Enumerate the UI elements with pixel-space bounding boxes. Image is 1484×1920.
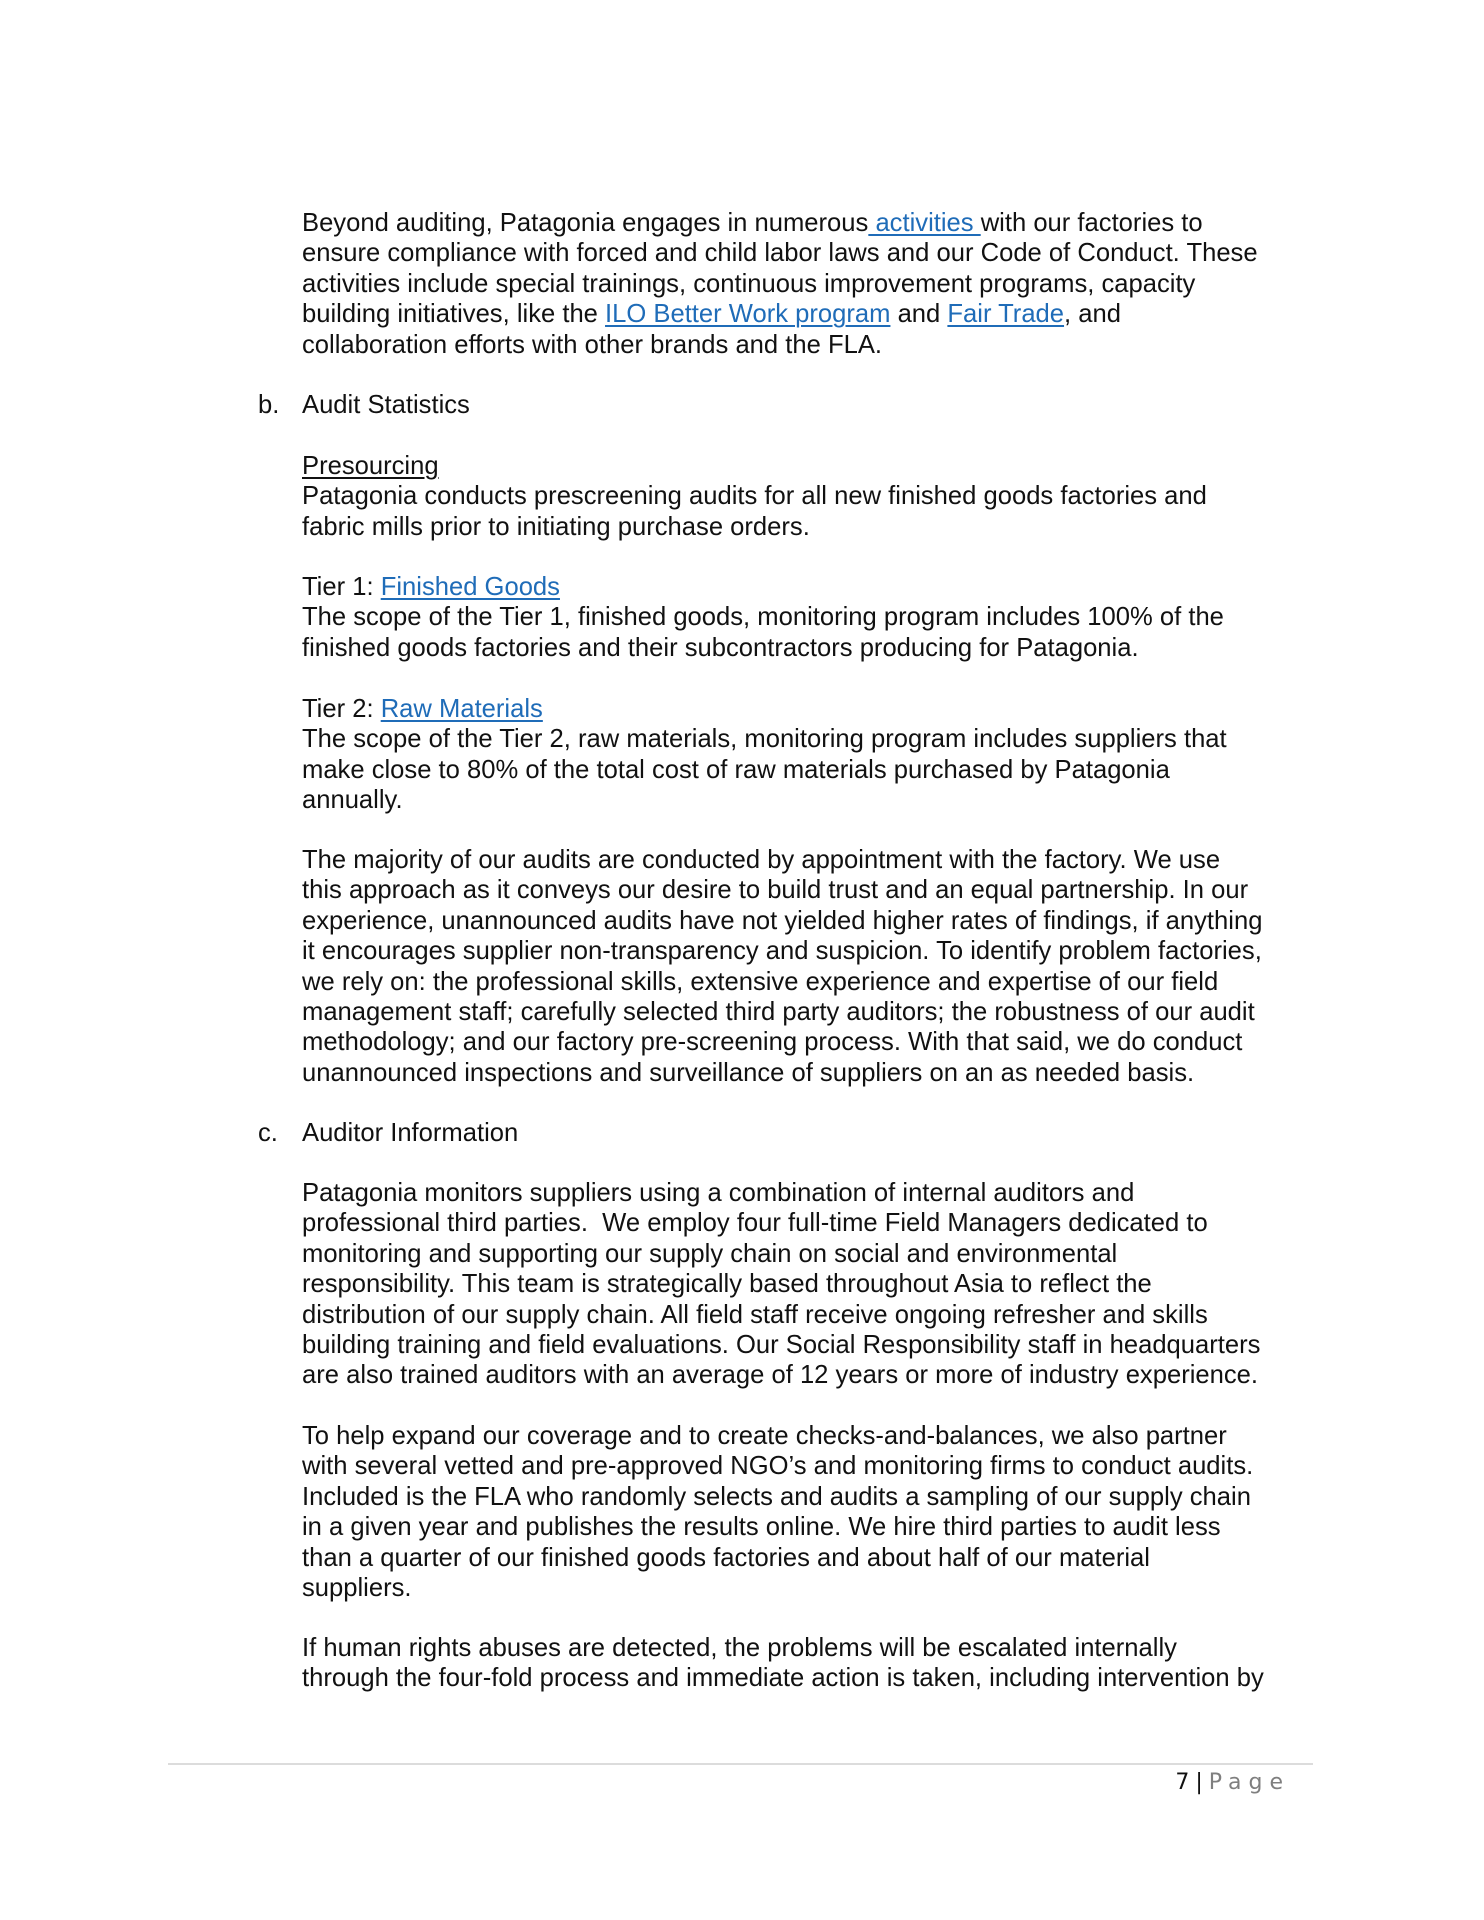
text-span: Beyond auditing, Patagonia engages in numerous	[302, 209, 869, 237]
text-line: fabric mills prior to initiating purchase orders.	[302, 512, 810, 541]
auditor-paragraph-3	[302, 1633, 1342, 1694]
list-marker: b.	[258, 391, 280, 419]
tier2-block	[302, 694, 1342, 816]
text-line: make close to 80% of the total cost of raw materials purchased by Patagonia	[302, 755, 1170, 784]
text-line: experience, unannounced audits have not yielded higher rates of findings, if anything	[302, 906, 1263, 935]
section-c-heading	[258, 1118, 518, 1148]
text-line: The scope of the Tier 1, finished goods, monitoring program includes 100% of the	[302, 603, 1224, 632]
tier2-label: Tier 2:	[302, 695, 381, 723]
text-line	[302, 208, 1342, 238]
ilo-better-work-link[interactable]: ILO Better Work program	[605, 300, 891, 329]
auditor-paragraph-2	[302, 1421, 1342, 1603]
text-line: professional third parties. We employ four full-time Field Managers dedicated to	[302, 1209, 1208, 1238]
text-line: in a given year and publishes the results online. We hire third parties to audit less	[302, 1513, 1221, 1542]
page-separator: |	[1195, 1770, 1203, 1795]
section-title: Audit Statistics	[302, 391, 470, 419]
section-b-heading	[258, 390, 470, 420]
text-span: building initiatives, like the	[302, 300, 606, 329]
text-line: Patagonia conducts prescreening audits for all new finished goods factories and	[302, 482, 1207, 511]
activities-link[interactable]: activities	[868, 209, 981, 237]
text-line: activities include special trainings, continuous improvement programs, capacity	[302, 269, 1196, 298]
intro-paragraph	[302, 208, 1342, 360]
text-line	[302, 299, 1342, 329]
tier1-heading	[302, 572, 1342, 602]
text-line: than a quarter of our finished goods factories and about half of our material	[302, 1543, 1150, 1572]
text-line: with several vetted and pre-approved NGO’s and monitoring firms to conduct audits.	[302, 1452, 1254, 1481]
page-number-value: 7	[1175, 1770, 1190, 1795]
text-line: monitoring and supporting our supply chain on social and environmental	[302, 1239, 1118, 1268]
text-line: responsibility. This team is strategically based throughout Asia to reflect the	[302, 1270, 1152, 1299]
text-span: , and	[1064, 300, 1121, 329]
fair-trade-link[interactable]: Fair Trade	[947, 300, 1065, 329]
text-line: are also trained auditors with an average of 12 years or more of industry experience.	[302, 1361, 1259, 1390]
appointment-paragraph	[302, 845, 1342, 1088]
text-span: and	[890, 300, 948, 329]
text-line: it encourages supplier non-transparency and suspicion. To identify problem factories,	[302, 937, 1262, 966]
text-line: If human rights abuses are detected, the problems will be escalated internally	[302, 1634, 1177, 1662]
presourcing-heading: Presourcing	[302, 452, 439, 480]
text-line: this approach as it conveys our desire to build trust and an equal partnership. In our	[302, 876, 1249, 905]
page-word: Page	[1208, 1770, 1290, 1795]
list-marker: c.	[258, 1119, 278, 1147]
text-line: The scope of the Tier 2, raw materials, monitoring program includes suppliers that	[302, 725, 1227, 754]
raw-materials-link[interactable]: Raw Materials	[380, 695, 543, 723]
text-line: through the four-fold process and immediate action is taken, including intervention by	[302, 1664, 1264, 1693]
tier1-label: Tier 1:	[302, 573, 381, 601]
tier1-block	[302, 572, 1342, 663]
text-line: suppliers.	[302, 1574, 412, 1603]
text-line: building training and field evaluations. Our Social Responsibility staff in headquarters	[302, 1331, 1261, 1360]
text-line: The majority of our audits are conducted by appointment with the factory. We use	[302, 846, 1221, 874]
finished-goods-link[interactable]: Finished Goods	[380, 573, 560, 601]
section-title: Auditor Information	[302, 1119, 519, 1147]
text-line: distribution of our supply chain. All field staff receive ongoing refresher and skills	[302, 1300, 1208, 1329]
text-line: To help expand our coverage and to create checks-and-balances, we also partner	[302, 1422, 1227, 1450]
auditor-paragraph-1	[302, 1178, 1342, 1391]
text-line: Included is the FLA who randomly selects and audits a sampling of our supply chain	[302, 1482, 1251, 1511]
text-line: annually.	[302, 786, 403, 815]
text-line: we rely on: the professional skills, extensive experience and expertise of our field	[302, 967, 1219, 996]
text-line: management staff; carefully selected third party auditors; the robustness of our audit	[302, 998, 1255, 1027]
text-line: methodology; and our factory pre-screening process. With that said, we do conduct	[302, 1028, 1243, 1057]
page-number	[1175, 1770, 1290, 1796]
text-span: with our factories to	[980, 209, 1203, 237]
footer-divider	[168, 1763, 1313, 1765]
text-line: collaboration efforts with other brands and the FLA.	[302, 330, 882, 359]
text-line: unannounced inspections and surveillance of suppliers on an as needed basis.	[302, 1058, 1195, 1087]
presourcing-block	[302, 451, 1342, 542]
tier2-heading	[302, 694, 1342, 724]
text-line: finished goods factories and their subcontractors producing for Patagonia.	[302, 633, 1139, 662]
text-line: ensure compliance with forced and child labor laws and our Code of Conduct. These	[302, 239, 1258, 268]
text-line: Patagonia monitors suppliers using a combination of internal auditors and	[302, 1179, 1135, 1207]
